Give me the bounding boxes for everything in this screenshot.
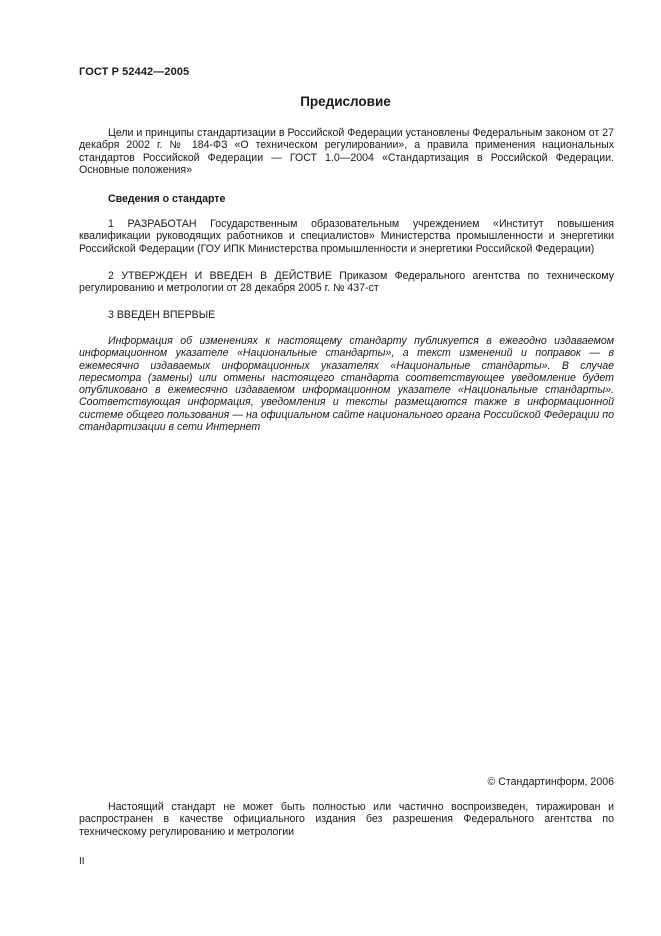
standard-info-item-1: 1 РАЗРАБОТАН Государственным образовательным учреждением «Институт повышения квалификации руководящих работников и специалистов» Министерства промышленности и энергетики Российской Федерации (ГОУ ИПК Министерства промышленности и энергетики Российской Федерации) — [79, 218, 614, 255]
reproduction-notice: Настоящий стандарт не может быть полностью или частично воспроизведен, тиражирован и распространен в качестве официального издания без разрешения Федерального агентства по техническому регулированию и метрологии — [79, 801, 614, 838]
change-notice: Информация об изменениях к настоящему стандарту публикуется в ежегодно издаваемом информационном указателе «Национальные стандарты», а текст изменений и поправок — в ежемесячно издаваемых информационных указателях «Национальные стандарты». В случае пересмотра (замены) или отмены настоящего стандарта соответствующее уведомление будет опубликовано в ежемесячно издаваемом информационном указателе «Национальные стандарты». Соответствующая информация, уведомления и тексты размещаются также в информационной системе общего пользования — на официальном сайте национального органа Российской Федерации по стандартизации в сети Интернет — [79, 335, 614, 434]
standard-info-heading: Сведения о стандарте — [108, 193, 226, 205]
standard-code: ГОСТ Р 52442—2005 — [79, 66, 190, 78]
page-number: II — [79, 856, 85, 867]
copyright: © Стандартинформ, 2006 — [487, 776, 614, 788]
standard-info-item-2: 2 УТВЕРЖДЕН И ВВЕДЕН В ДЕЙСТВИЕ Приказом Федерального агентства по техническому регулированию и метрологии от 28 декабря 2005 г. № 437-ст — [79, 270, 614, 295]
foreword-intro: Цели и принципы стандартизации в Российской Федерации установлены Федеральным законом от 27 декабря 2002 г. № 184-ФЗ «О техническом регулировании», а правила применения национальных стандартов Российской Федерации — ГОСТ 1.0—2004 «Стандартизация в Российской Федерации. Основные положения» — [79, 127, 614, 176]
page-title: Предисловие — [300, 94, 391, 109]
standard-info-item-3: 3 ВВЕДЕН ВПЕРВЫЕ — [108, 309, 216, 321]
